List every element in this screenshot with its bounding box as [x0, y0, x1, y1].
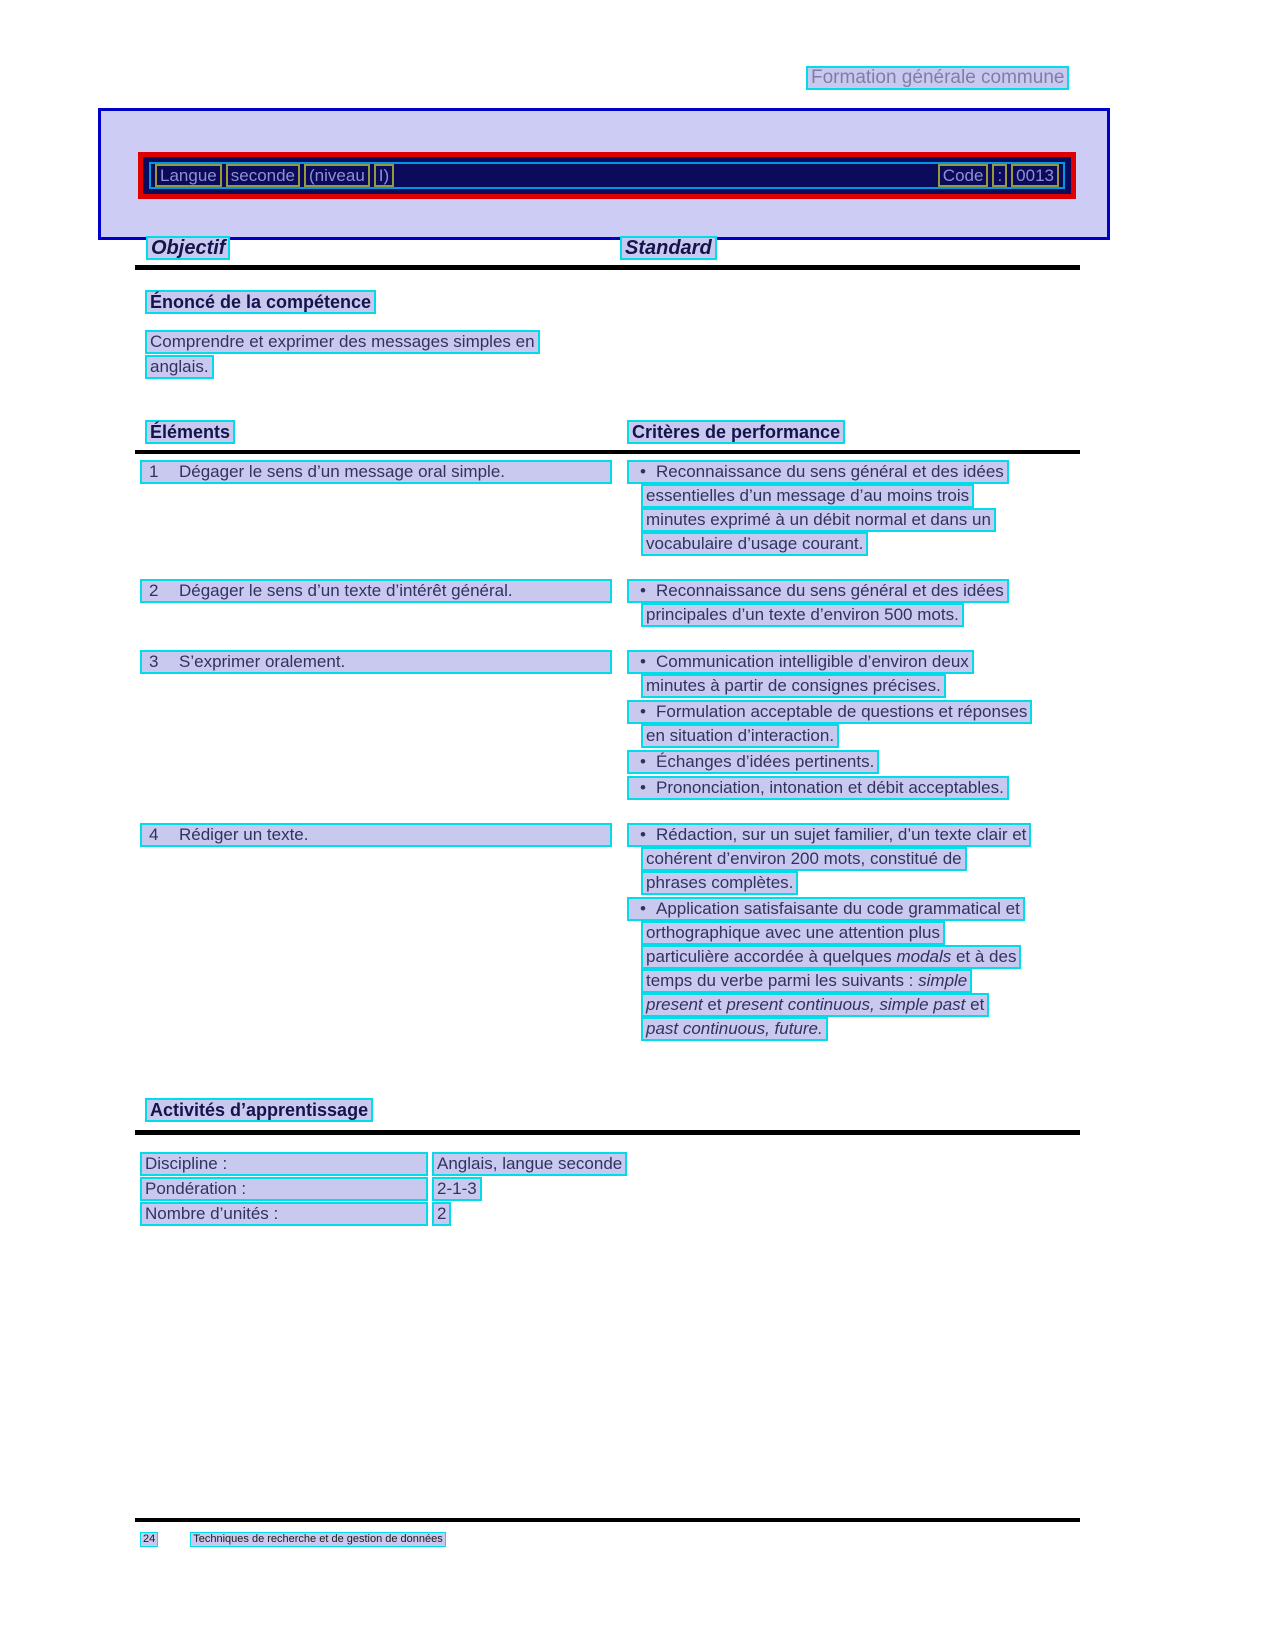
element-cell — [140, 460, 627, 558]
activity-row — [140, 1152, 627, 1176]
criterion-line — [641, 969, 972, 993]
criterion-line — [641, 921, 945, 945]
criterion-text-segment: en situation d’interaction. — [646, 726, 835, 745]
criterion — [627, 650, 1150, 698]
criterion — [627, 897, 1150, 1041]
bullet-icon: • — [640, 702, 646, 721]
horizontal-rule — [135, 450, 1080, 454]
criterion — [627, 700, 1150, 748]
table-header-elements: Éléments — [145, 420, 235, 444]
criterion — [627, 579, 1150, 627]
activity-label: Discipline : — [140, 1152, 428, 1176]
criterion-text-segment: Échanges d’idées pertinents. — [656, 752, 875, 771]
activity-row — [140, 1202, 627, 1226]
criterion-text-segment: Communication intelligible d’environ deux — [656, 652, 969, 671]
course-code-word: 0013 — [1011, 164, 1059, 187]
criterion-line — [627, 579, 1009, 603]
criteria-cell — [627, 650, 1150, 802]
criterion-line — [641, 1017, 828, 1041]
activity-label: Pondération : — [140, 1177, 428, 1201]
bullet-icon: • — [640, 899, 646, 918]
footer-rule — [135, 1518, 1080, 1522]
activity-row — [140, 1177, 627, 1201]
criterion-line — [641, 724, 839, 748]
criterion — [627, 750, 1150, 774]
criterion-line — [627, 823, 1031, 847]
criteria-cell — [627, 579, 1150, 629]
criterion — [627, 460, 1150, 556]
criterion-text-segment: minutes à partir de consignes précises. — [646, 676, 941, 695]
element-number: 2 — [149, 581, 159, 600]
activity-value: Anglais, langue seconde — [432, 1152, 627, 1176]
criterion-line — [627, 897, 1025, 921]
criterion-text-segment: modals — [896, 947, 952, 966]
horizontal-rule — [135, 265, 1080, 270]
criterion — [627, 776, 1150, 800]
horizontal-rule — [135, 1130, 1080, 1135]
elements-table — [140, 460, 1150, 1064]
criterion-line — [641, 993, 989, 1017]
section-heading-enonce: Énoncé de la compétence — [145, 290, 376, 314]
criterion-text-segment: Reconnaissance du sens général et des idées — [656, 462, 1004, 481]
element-cell — [140, 823, 627, 1043]
course-code-word: : — [992, 164, 1007, 187]
element-label: Dégager le sens d’un message oral simple. — [179, 462, 506, 481]
activity-label: Nombre d’unités : — [140, 1202, 428, 1226]
criterion — [627, 823, 1150, 895]
criterion-text-segment: minutes exprimé à un débit normal et dans un — [646, 510, 991, 529]
column-header-objectif: Objectif — [146, 236, 230, 260]
table-row — [140, 460, 1150, 558]
criterion-text-segment: et — [702, 995, 727, 1014]
criterion-text-segment: Reconnaissance du sens général et des idées — [656, 581, 1004, 600]
element-number: 3 — [149, 652, 159, 671]
element-number: 1 — [149, 462, 159, 481]
criteria-cell — [627, 460, 1150, 558]
course-header-box — [98, 108, 1110, 240]
element-text — [140, 823, 612, 847]
element-text — [140, 579, 612, 603]
criterion-text-segment: Prononciation, intonation et débit acceptables. — [656, 778, 1004, 797]
criterion-text-segment: Application satisfaisante du code grammatical et — [656, 899, 1020, 918]
criterion-text-segment: temps du verbe parmi les suivants : — [646, 971, 919, 990]
criterion-text-segment: Formulation acceptable de questions et réponses — [656, 702, 1028, 721]
criterion-text-segment: cohérent d’environ 200 mots, constitué de — [646, 849, 962, 868]
criterion-text-segment: et — [965, 995, 985, 1014]
course-title-bar — [138, 152, 1076, 199]
page-footer — [140, 1532, 446, 1547]
competence-line: anglais. — [145, 355, 214, 379]
criterion-line — [641, 484, 974, 508]
bullet-icon: • — [640, 581, 646, 600]
bullet-icon: • — [640, 778, 646, 797]
criterion-line — [641, 847, 967, 871]
bullet-icon: • — [640, 752, 646, 771]
element-label: Rédiger un texte. — [179, 825, 309, 844]
criterion-text-segment: orthographique avec une attention plus — [646, 923, 940, 942]
criterion-text-segment: simple — [918, 971, 968, 990]
course-code-word: Code — [938, 164, 989, 187]
footer-title: Techniques de recherche et de gestion de données — [190, 1532, 446, 1547]
criterion-text-segment: principales d’un texte d’environ 500 mots. — [646, 605, 959, 624]
criterion-line — [627, 700, 1032, 724]
criterion-text-segment: phrases complètes. — [646, 873, 794, 892]
criterion-text-segment: present continuous, simple past — [726, 995, 966, 1014]
element-text — [140, 460, 612, 484]
activity-value: 2-1-3 — [432, 1177, 482, 1201]
criterion-line — [641, 945, 1021, 969]
table-row — [140, 650, 1150, 802]
course-title-line-box — [149, 162, 1065, 189]
element-label: S’exprimer oralement. — [179, 652, 346, 671]
criterion-line — [627, 776, 1009, 800]
element-number: 4 — [149, 825, 159, 844]
bullet-icon: • — [640, 652, 646, 671]
competence-line: Comprendre et exprimer des messages simples en — [145, 330, 540, 354]
activity-value: 2 — [432, 1202, 451, 1226]
course-title-word: seconde — [226, 164, 300, 187]
criterion-line — [641, 603, 964, 627]
element-label: Dégager le sens d’un texte d’intérêt général. — [179, 581, 513, 600]
table-row — [140, 823, 1150, 1043]
course-title-word: I) — [374, 164, 394, 187]
competence-statement — [145, 330, 540, 380]
criterion-line — [641, 871, 798, 895]
criterion-text-segment: vocabulaire d’usage courant. — [646, 534, 864, 553]
course-title-word: (niveau — [304, 164, 370, 187]
element-text — [140, 650, 612, 674]
running-header: Formation générale commune — [806, 66, 1069, 90]
bullet-icon: • — [640, 825, 646, 844]
course-code — [936, 164, 1061, 187]
criterion-text-segment: past continuous, future. — [646, 1019, 823, 1038]
activites-table — [140, 1152, 627, 1227]
criterion-text-segment: particulière accordée à quelques — [646, 947, 897, 966]
criterion-line — [627, 750, 879, 774]
criterion-text-segment: essentielles d’un message d’au moins trois — [646, 486, 970, 505]
section-heading-activites: Activités d’apprentissage — [145, 1098, 373, 1122]
criteria-cell — [627, 823, 1150, 1043]
criterion-line — [641, 674, 946, 698]
column-header-standard: Standard — [620, 236, 717, 260]
course-title — [153, 164, 396, 187]
criterion-text-segment: present — [646, 995, 703, 1014]
bullet-icon: • — [640, 462, 646, 481]
criterion-text-segment: et à des — [951, 947, 1017, 966]
course-title-word: Langue — [155, 164, 222, 187]
table-header-criteres: Critères de performance — [627, 420, 845, 444]
element-cell — [140, 650, 627, 802]
page-number: 24 — [140, 1532, 158, 1547]
criterion-text-segment: Rédaction, sur un sujet familier, d’un texte clair et — [656, 825, 1027, 844]
criterion-line — [627, 460, 1009, 484]
criterion-line — [627, 650, 974, 674]
criterion-line — [641, 508, 996, 532]
table-row — [140, 579, 1150, 629]
element-cell — [140, 579, 627, 629]
criterion-line — [641, 532, 868, 556]
